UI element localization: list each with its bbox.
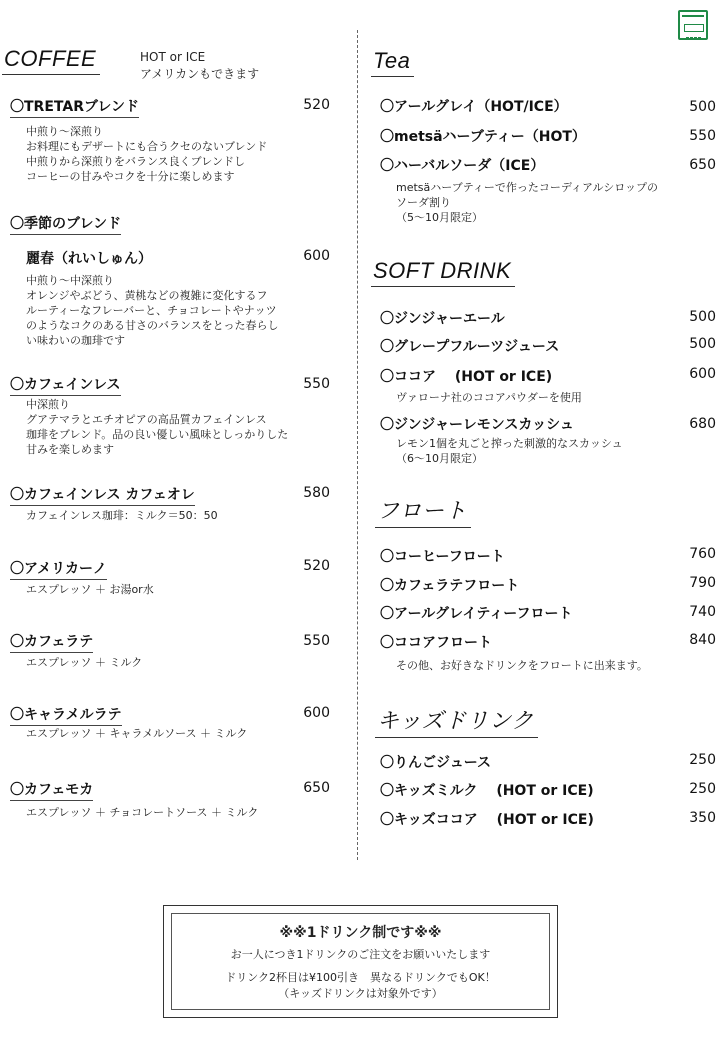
soft-drink-item-price: 680 (689, 416, 716, 432)
tea-item-name: 〇ハーバルソーダ（ICE） (380, 158, 545, 174)
kids-drink-item-price: 350 (689, 810, 716, 826)
tea-item-price: 500 (689, 99, 716, 115)
coffee-item-desc: エスプレッソ ＋ お湯or水 (26, 583, 154, 596)
soft-drink-heading: SOFT DRINK (371, 258, 515, 287)
tea-item-name: 〇metsäハーブティー（HOT） (380, 129, 586, 145)
tea-item-price: 550 (689, 128, 716, 144)
float-item-name: 〇カフェラテフロート (380, 578, 520, 594)
coffee-note-american: アメリカンもできます (140, 67, 260, 81)
coffee-item-desc: エスプレッソ ＋ ミルク (26, 656, 143, 669)
coffee-note-hot-ice: HOT or ICE (140, 50, 206, 64)
coffee-item-subname: 麗春（れいしゅん） (26, 251, 152, 267)
coffee-item-desc: 中煎り～中深煎り オレンジやぶどう、黄桃などの複雑に変化するフ ルーティーなフレーバーと、チョコレートやナッツ のようなコクのある甘さのバランスをとった春らし い味わいの珈琲です (26, 274, 279, 347)
coffee-item-name: 〇アメリカーノ (10, 558, 107, 580)
coffee-item-name: 〇キャラメルラテ (10, 704, 122, 726)
coffee-item-price: 600 (303, 248, 330, 264)
kids-drink-item-name: 〇キッズミルク (HOT or ICE) (380, 783, 594, 799)
soft-drink-item-name: 〇グレープフルーツジュース (380, 339, 560, 355)
column-divider (357, 30, 358, 860)
coffee-item-desc: 中深煎り グアテマラとエチオピアの高品質カフェインレス 珈琲をブレンド。品の良い優しい風味としっかりした 甘みを楽しめます (26, 398, 289, 456)
float-item-name: 〇コーヒーフロート (380, 549, 505, 565)
float-item-name: 〇ココアフロート (380, 635, 492, 651)
notice-title: ※※1ドリンク制です※※ (279, 925, 442, 941)
coffee-item-price: 650 (303, 780, 330, 796)
coffee-item-desc: エスプレッソ ＋ キャラメルソース ＋ ミルク (26, 727, 248, 740)
float-item-price: 740 (689, 604, 716, 620)
kids-drink-heading: キッズドリンク (375, 704, 538, 738)
coffee-item-desc: カフェインレス珈琲：ミルク＝50：50 (26, 509, 218, 522)
coffee-item-price: 580 (303, 485, 330, 501)
soft-drink-item-name: 〇ジンジャーエール (380, 311, 505, 327)
kids-drink-item-price: 250 (689, 752, 716, 768)
coffee-item-name: 〇カフェインレス (10, 374, 121, 396)
coffee-item-desc: エスプレッソ ＋ チョコレートソース ＋ ミルク (26, 806, 259, 819)
coffee-item-name: 〇カフェモカ (10, 779, 93, 801)
soft-drink-item-desc: ヴァローナ社のココアパウダーを使用 (396, 391, 582, 404)
coffee-item-desc: 中煎り～深煎り お料理にもデザートにも合うクセのないブレンド 中煎りから深煎りをバランス良くブレンドし コーヒーの甘みやコクを十分に楽しめます (26, 125, 268, 183)
house-logo-icon (678, 10, 708, 40)
float-item-name: 〇アールグレイティーフロート (380, 606, 573, 622)
coffee-item-price: 600 (303, 705, 330, 721)
coffee-item-name: 〇TRETARブレンド (10, 96, 139, 118)
tea-item-price: 650 (689, 157, 716, 173)
soft-drink-item-price: 500 (689, 309, 716, 325)
coffee-item-name: 〇季節のブレンド (10, 213, 121, 235)
soft-drink-item-price: 500 (689, 336, 716, 352)
tea-item-desc: metsäハーブティーで作ったコーディアルシロップの ソーダ割り （5～10月限定） (396, 181, 659, 224)
coffee-item-price: 550 (303, 376, 330, 392)
tea-item-name: 〇アールグレイ（HOT/ICE） (380, 99, 568, 115)
notice-line-1: お一人につき1ドリンクのご注文をお願いいたします (230, 948, 491, 961)
coffee-item-price: 520 (303, 97, 330, 113)
tea-heading: Tea (371, 48, 414, 77)
notice-line-3: （キッズドリンクは対象外です） (278, 987, 443, 1000)
coffee-item-name: 〇カフェインレス カフェオレ (10, 484, 195, 506)
soft-drink-item-name: 〇ジンジャーレモンスカッシュ (380, 417, 574, 433)
soft-drink-item-price: 600 (689, 366, 716, 382)
coffee-item-price: 550 (303, 633, 330, 649)
float-item-price: 760 (689, 546, 716, 562)
one-drink-notice (163, 905, 558, 1018)
soft-drink-item-desc: レモン1個を丸ごと搾った刺激的なスカッシュ （6～10月限定） (396, 437, 623, 465)
kids-drink-item-name: 〇キッズココア (HOT or ICE) (380, 812, 594, 828)
soft-drink-item-name: 〇ココア (HOT or ICE) (380, 369, 553, 385)
coffee-heading: COFFEE (2, 46, 100, 75)
coffee-item-name: 〇カフェラテ (10, 631, 93, 653)
float-item-price: 790 (689, 575, 716, 591)
float-item-price: 840 (689, 632, 716, 648)
kids-drink-item-price: 250 (689, 781, 716, 797)
notice-line-2: ドリンク2杯目は¥100引き 異なるドリンクでもOK！ (225, 971, 496, 984)
kids-drink-item-name: 〇りんごジュース (380, 755, 492, 771)
float-note: その他、お好きなドリンクをフロートに出来ます。 (396, 659, 648, 672)
coffee-item-price: 520 (303, 558, 330, 574)
float-heading: フロート (375, 494, 471, 528)
